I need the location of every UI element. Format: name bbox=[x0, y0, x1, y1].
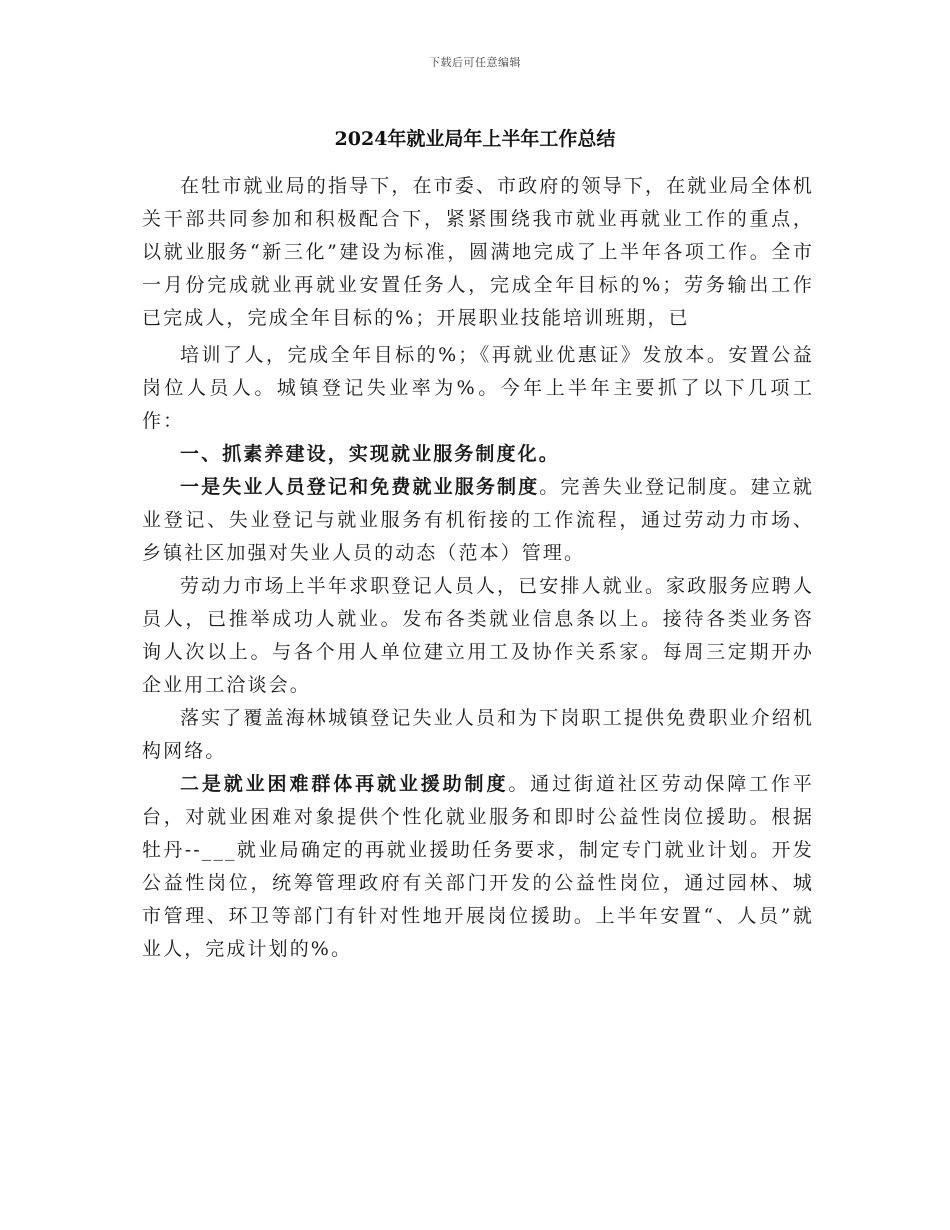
paragraph-assistance-lead: 二是就业困难群体再就业援助制度 bbox=[180, 773, 509, 795]
header-note: 下载后可任意编辑 bbox=[429, 56, 521, 69]
paragraph-registration-lead: 一是失业人员登记和免费就业服务制度 bbox=[180, 476, 540, 498]
document-title: 2024年就业局年上半年工作总结 bbox=[334, 128, 616, 150]
paragraph-network: 落实了覆盖海林城镇登记失业人员和为下岗职工提供免费职业介绍机构网络。 bbox=[142, 707, 814, 762]
section-heading-1: 一、抓素养建设，实现就业服务制度化。 bbox=[180, 443, 560, 465]
paragraph-registration bbox=[142, 471, 814, 570]
paragraph-training: 培训了人，完成全年目标的%；《再就业优惠证》发放本。安置公益岗位人员人。城镇登记失业率为%。今年上半年主要抓了以下几项工作： bbox=[142, 344, 814, 432]
paragraph-labor-market: 劳动力市场上半年求职登记人员人，已安排人就业。家政服务应聘人员人，已推举成功人就业。发布各类就业信息条以上。接待各类业务咨询人次以上。与各个用人单位建立用工及协作关系家。每周三定期开办企业用工洽谈会。 bbox=[142, 575, 814, 696]
paragraph-assistance bbox=[142, 768, 814, 966]
paragraph-intro: 在牡市就业局的指导下，在市委、市政府的领导下，在就业局全体机关干部共同参加和积极配合下，紧紧围绕我市就业再就业工作的重点，以就业服务“新三化”建设为标准，圆满地完成了上半年各项工作。全市一月份完成就业再就业安置任务人，完成全年目标的%；劳务输出工作已完成人，完成全年目标的%；开展职业技能培训班期，已 bbox=[142, 175, 814, 329]
paragraph-assistance-text: 。通过街道社区劳动保障工作平台，对就业困难对象提供个性化就业服务和即时公益性岗位援助。根据牡丹--___就业局确定的再就业援助任务要求，制定专门就业计划。开发公益性岗位，统筹管理政府有关部门开发的公益性岗位，通过园林、城市管理、环卫等部门有针对性地开展岗位援助。上半年安置“、人员”就业人，完成计划的%。 bbox=[142, 773, 814, 960]
document-body bbox=[142, 170, 814, 966]
paragraph-registration-text: 。完善失业登记制度。建立就业登记、失业登记与就业服务有机衔接的工作流程，通过劳动力市场、乡镇社区加强对失业人员的动态（范本）管理。 bbox=[142, 476, 814, 564]
